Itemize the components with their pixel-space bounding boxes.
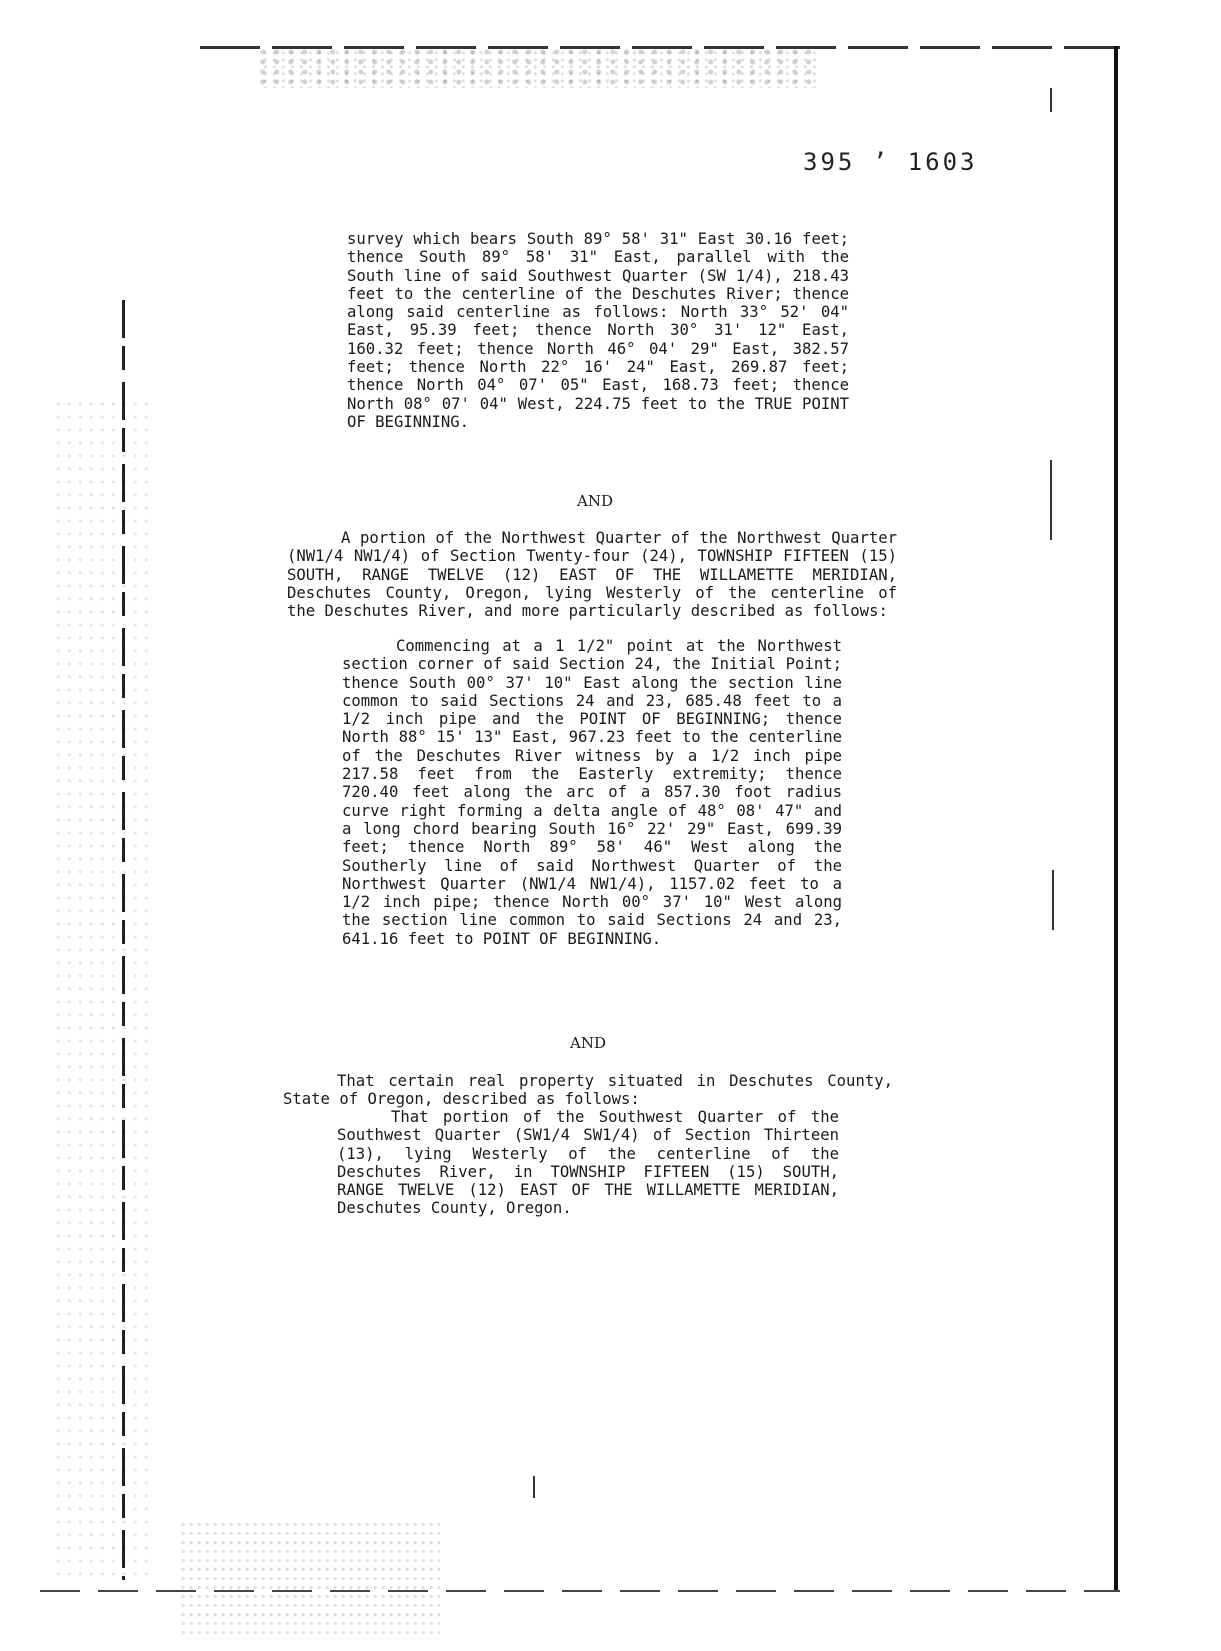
scan-mark <box>1052 870 1054 930</box>
paragraph-3-intro <box>283 1072 893 1109</box>
paragraph-2-intro <box>287 529 897 620</box>
paragraph-2-body-text: Commencing at a 1 1/2" point at the Northwest section corner of said Section 24, the Initial Point; thence South 00° 37' 10" East along the section line common to said Sections 24 and 23, 685.48 feet to a 1/2 inch pipe and the POINT OF BEGINNING; thence North 88° 15' 13" East, 967.23 feet to the centerline of the Deschutes River witness by a 1/2 inch pipe 217.58 feet from the Easterly extremity; thence 720.40 feet along the arc of a 857.30 foot radius curve right forming a delta angle of 48° 08' 47" and a long chord bearing South 16° 22' 29" East, 699.39 feet; thence North 89° 58' 46" West along the Southerly line of said Northwest Quarter of the Northwest Quarter (NW1/4 NW1/4), 1157.02 feet to a 1/2 inch pipe; thence North 00° 37' 10" West along the section line common to said Sections 24 and 23, 641.16 feet to POINT OF BEGINNING. <box>342 637 842 948</box>
paragraph-2-intro-text: A portion of the Northwest Quarter of the Northwest Quarter (NW1/4 NW1/4) of Section Twenty-four (24), TOWNSHIP FIFTEEN (15) SOUTH, RANGE TWELVE (12) EAST OF THE WILLAMETTE MERIDIAN, Deschutes County, Oregon, lying Westerly of the centerline of the Deschutes River, and more particularly described as follows: <box>287 529 897 621</box>
paragraph-3-body-text: That portion of the Southwest Quarter of the Southwest Quarter (SW1/4 SW1/4) of Section Thirteen (13), lying Westerly of the centerline of the Deschutes River, in TOWNSHIP FIFTEEN (15) SOUTH, RANGE TWELVE (12) EAST OF THE WILLAMETTE MERIDIAN, Deschutes County, Oregon. <box>337 1108 839 1218</box>
scan-mark <box>1050 88 1052 112</box>
scan-mark <box>533 1476 535 1498</box>
scan-mark <box>1050 460 1052 540</box>
paragraph-2-body <box>342 637 842 948</box>
and-separator-2: AND <box>570 1034 606 1052</box>
paragraph-1 <box>347 230 849 431</box>
scan-noise-bottom <box>180 1520 440 1640</box>
scan-noise-left <box>55 400 155 1580</box>
paragraph-1-text: survey which bears South 89° 58' 31" East 30.16 feet; thence South 89° 58' 31" East, parallel with the South line of said Southwest Quarter (SW 1/4), 218.43 feet to the centerline of the Deschutes River; thence along said centerline as follows: North 33° 52' 04" East, 95.39 feet; thence North 30° 31' 12" East, 160.32 feet; thence North 46° 04' 29" East, 382.57 feet; thence North 22° 16' 24" East, 269.87 feet; thence North 04° 07' 05" East, 168.73 feet; thence North 08° 07' 04" West, 224.75 feet to the TRUE POINT OF BEGINNING. <box>347 230 849 431</box>
page-number: 395 ’ 1603 <box>803 148 978 176</box>
paragraph-3-intro-text: That certain real property situated in Deschutes County, State of Oregon, described as follows: <box>283 1072 893 1109</box>
scan-border-right <box>1114 46 1118 1591</box>
and-separator-1: AND <box>577 492 613 510</box>
scan-noise-top <box>260 48 820 88</box>
paragraph-3-body <box>337 1108 839 1218</box>
